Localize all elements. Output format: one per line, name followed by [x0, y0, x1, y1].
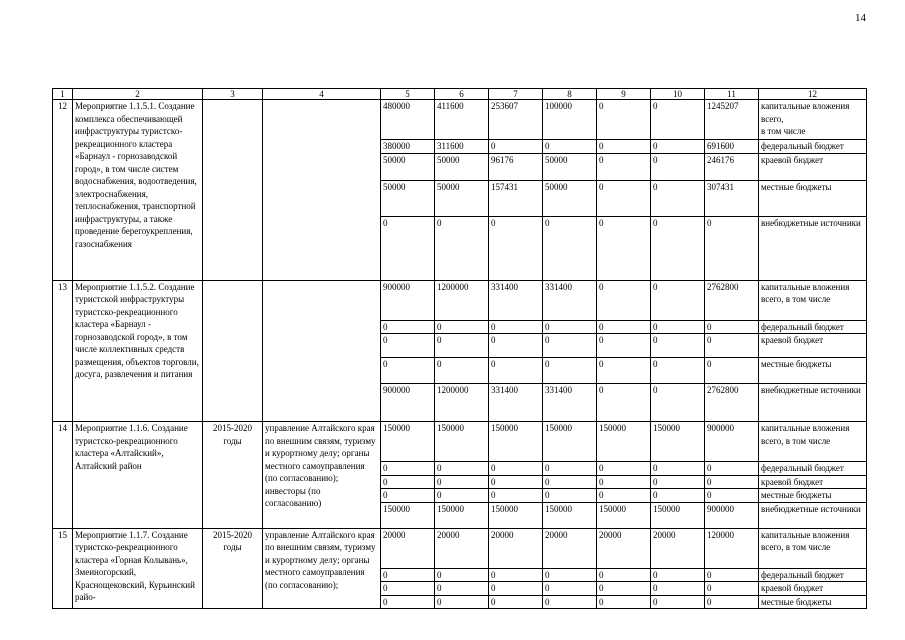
amount-cell: 0	[489, 582, 543, 596]
amount-cell: 0	[651, 140, 705, 154]
amount-cell: 0	[597, 582, 651, 596]
funding-source: местные бюджеты	[759, 595, 867, 609]
funding-source: федеральный бюджет	[759, 462, 867, 476]
amount-cell: 0	[381, 462, 435, 476]
amount-cell: 0	[651, 320, 705, 334]
amount-cell: 331400	[543, 384, 597, 422]
amount-cell: 480000	[381, 100, 435, 140]
amount-cell: 0	[597, 100, 651, 140]
amount-cell: 0	[381, 489, 435, 503]
column-number-3: 3	[203, 89, 263, 100]
page-number: 14	[855, 12, 866, 24]
amount-cell: 0	[435, 582, 489, 596]
amount-cell: 0	[705, 568, 759, 582]
amount-cell: 0	[705, 462, 759, 476]
amount-cell: 0	[597, 216, 651, 280]
executor: управление Алтайского края по внешним связям, туризму и курортному делу; органы местного самоуправления (по согласованию);	[263, 528, 381, 609]
amount-cell: 331400	[489, 280, 543, 320]
amount-cell: 900000	[381, 384, 435, 422]
funding-source: федеральный бюджет	[759, 568, 867, 582]
row-number: 13	[53, 280, 73, 422]
amount-cell: 0	[543, 568, 597, 582]
amount-cell: 900000	[705, 502, 759, 528]
funding-source: краевой бюджет	[759, 475, 867, 489]
amount-cell: 331400	[543, 280, 597, 320]
amount-cell: 0	[705, 216, 759, 280]
amount-cell: 0	[705, 475, 759, 489]
amount-cell: 0	[597, 180, 651, 216]
amount-cell: 0	[489, 358, 543, 384]
amount-cell: 0	[435, 462, 489, 476]
funding-source: капитальные вложения всего, в том числе	[759, 100, 867, 140]
amount-cell: 0	[543, 475, 597, 489]
measure-name: Мероприятие 1.1.5.1. Создание комплекса обеспечивающей инфраструктуры туристско-рекреационного кластера «Барнаул - горнозаводской город», в том числе систем водоснабжения, водоотведения, электроснабжения, теплоснабжения, транспортной инфраструктуры, а также проведение берегоукрепления, газоснабжения	[73, 100, 203, 281]
amount-cell: 0	[489, 489, 543, 503]
column-number-7: 7	[489, 89, 543, 100]
amount-cell: 0	[651, 153, 705, 180]
funding-source: местные бюджеты	[759, 358, 867, 384]
funding-source: местные бюджеты	[759, 489, 867, 503]
column-number-1: 1	[53, 89, 73, 100]
funding-source: капитальные вложения всего, в том числе	[759, 280, 867, 320]
column-number-12: 12	[759, 89, 867, 100]
amount-cell: 150000	[651, 502, 705, 528]
table-row	[53, 280, 867, 320]
amount-cell: 20000	[381, 528, 435, 568]
amount-cell: 0	[705, 595, 759, 609]
amount-cell: 50000	[381, 153, 435, 180]
amount-cell: 0	[651, 180, 705, 216]
funding-source: федеральный бюджет	[759, 320, 867, 334]
amount-cell: 0	[597, 334, 651, 358]
amount-cell: 0	[597, 475, 651, 489]
amount-cell: 0	[489, 320, 543, 334]
amount-cell: 691600	[705, 140, 759, 154]
amount-cell: 0	[381, 358, 435, 384]
column-number-4: 4	[263, 89, 381, 100]
executor	[263, 100, 381, 281]
amount-cell: 0	[705, 320, 759, 334]
amount-cell: 150000	[381, 502, 435, 528]
amount-cell: 0	[651, 216, 705, 280]
amount-cell: 150000	[489, 502, 543, 528]
column-number-5: 5	[381, 89, 435, 100]
amount-cell: 150000	[597, 422, 651, 462]
amount-cell: 0	[435, 475, 489, 489]
column-number-row	[53, 89, 867, 100]
amount-cell: 0	[543, 140, 597, 154]
amount-cell: 0	[597, 462, 651, 476]
amount-cell: 0	[651, 100, 705, 140]
amount-cell: 0	[705, 582, 759, 596]
amount-cell: 0	[435, 595, 489, 609]
amount-cell: 0	[597, 358, 651, 384]
amount-cell: 0	[435, 320, 489, 334]
amount-cell: 0	[543, 582, 597, 596]
amount-cell: 0	[651, 475, 705, 489]
amount-cell: 0	[489, 475, 543, 489]
amount-cell: 0	[705, 489, 759, 503]
amount-cell: 900000	[381, 280, 435, 320]
amount-cell: 20000	[651, 528, 705, 568]
amount-cell: 50000	[543, 180, 597, 216]
amount-cell: 0	[597, 320, 651, 334]
amount-cell: 0	[489, 140, 543, 154]
amount-cell: 253607	[489, 100, 543, 140]
funding-source: капитальные вложения всего, в том числе	[759, 528, 867, 568]
amount-cell: 0	[543, 216, 597, 280]
funding-source: внебюджетные источники	[759, 502, 867, 528]
amount-cell: 0	[543, 462, 597, 476]
amount-cell: 311600	[435, 140, 489, 154]
amount-cell: 2762800	[705, 280, 759, 320]
amount-cell: 0	[543, 489, 597, 503]
amount-cell: 0	[651, 334, 705, 358]
amount-cell: 1200000	[435, 384, 489, 422]
amount-cell: 100000	[543, 100, 597, 140]
amount-cell: 0	[651, 489, 705, 503]
amount-cell: 50000	[381, 180, 435, 216]
amount-cell: 0	[543, 358, 597, 384]
amount-cell: 120000	[705, 528, 759, 568]
amount-cell: 150000	[435, 502, 489, 528]
column-number-10: 10	[651, 89, 705, 100]
funding-source: федеральный бюджет	[759, 140, 867, 154]
amount-cell: 0	[597, 595, 651, 609]
amount-cell: 150000	[489, 422, 543, 462]
amount-cell: 0	[381, 582, 435, 596]
amount-cell: 150000	[597, 502, 651, 528]
funding-source: внебюджетные источники	[759, 216, 867, 280]
amount-cell: 0	[651, 280, 705, 320]
amount-cell: 331400	[489, 384, 543, 422]
table-row	[53, 528, 867, 568]
amount-cell: 20000	[489, 528, 543, 568]
amount-cell: 20000	[435, 528, 489, 568]
amount-cell: 0	[543, 595, 597, 609]
amount-cell: 0	[597, 140, 651, 154]
amount-cell: 157431	[489, 180, 543, 216]
amount-cell: 0	[381, 475, 435, 489]
amount-cell: 0	[651, 358, 705, 384]
table-row	[53, 100, 867, 140]
amount-cell: 307431	[705, 180, 759, 216]
amount-cell: 1200000	[435, 280, 489, 320]
measure-name: Мероприятие 1.1.7. Создание туристско-рекреационного кластера «Горная Колывань», Змеиногорский, Краснощековский, Курьинский райо-	[73, 528, 203, 609]
amount-cell: 0	[489, 334, 543, 358]
amount-cell: 150000	[543, 422, 597, 462]
amount-cell: 246176	[705, 153, 759, 180]
funding-source: краевой бюджет	[759, 334, 867, 358]
amount-cell: 50000	[543, 153, 597, 180]
amount-cell: 0	[435, 568, 489, 582]
column-number-11: 11	[705, 89, 759, 100]
amount-cell: 50000	[435, 180, 489, 216]
measure-name: Мероприятие 1.1.6. Создание туристско-рекреационного кластера «Алтайский», Алтайский район	[73, 422, 203, 529]
column-number-6: 6	[435, 89, 489, 100]
amount-cell: 20000	[543, 528, 597, 568]
amount-cell: 0	[597, 568, 651, 582]
amount-cell: 150000	[381, 422, 435, 462]
column-number-8: 8	[543, 89, 597, 100]
amount-cell: 0	[489, 462, 543, 476]
amount-cell: 0	[705, 334, 759, 358]
row-number: 12	[53, 100, 73, 281]
amount-cell: 0	[489, 595, 543, 609]
amount-cell: 0	[651, 462, 705, 476]
amount-cell: 2762800	[705, 384, 759, 422]
years: 2015-2020 годы	[203, 422, 263, 529]
executor: управление Алтайского края по внешним связям, туризму и курортному делу; органы местного самоуправления (по согласованию); инвесторы (по согласованию)	[263, 422, 381, 529]
amount-cell: 0	[651, 568, 705, 582]
amount-cell: 96176	[489, 153, 543, 180]
years: 2015-2020 годы	[203, 528, 263, 609]
amount-cell: 380000	[381, 140, 435, 154]
table-row	[53, 422, 867, 462]
funding-source: краевой бюджет	[759, 153, 867, 180]
amount-cell: 0	[543, 320, 597, 334]
amount-cell: 0	[543, 334, 597, 358]
amount-cell: 0	[705, 358, 759, 384]
row-number: 14	[53, 422, 73, 529]
amount-cell: 0	[489, 568, 543, 582]
amount-cell: 0	[651, 582, 705, 596]
amount-cell: 50000	[435, 153, 489, 180]
funding-source: внебюджетные источники	[759, 384, 867, 422]
amount-cell: 0	[381, 320, 435, 334]
measure-name: Мероприятие 1.1.5.2. Создание туристской инфраструктуры туристско-рекреационного кластера «Барнаул - горнозаводской город», в том числе коллективных средств размещения, объектов торговли, досуга, развлечения и питания	[73, 280, 203, 422]
amount-cell: 0	[651, 595, 705, 609]
funding-source: краевой бюджет	[759, 582, 867, 596]
funding-source: местные бюджеты	[759, 180, 867, 216]
amount-cell: 0	[435, 334, 489, 358]
amount-cell: 900000	[705, 422, 759, 462]
amount-cell: 0	[651, 384, 705, 422]
amount-cell: 0	[597, 280, 651, 320]
amount-cell: 0	[435, 489, 489, 503]
amount-cell: 0	[597, 384, 651, 422]
amount-cell: 411600	[435, 100, 489, 140]
amount-cell: 0	[381, 216, 435, 280]
amount-cell: 0	[489, 216, 543, 280]
column-number-2: 2	[73, 89, 203, 100]
amount-cell: 0	[435, 358, 489, 384]
amount-cell: 0	[597, 153, 651, 180]
amount-cell: 0	[381, 568, 435, 582]
column-number-9: 9	[597, 89, 651, 100]
amount-cell: 1245207	[705, 100, 759, 140]
amount-cell: 150000	[543, 502, 597, 528]
amount-cell: 0	[381, 595, 435, 609]
budget-table	[52, 88, 867, 609]
funding-source: капитальные вложения всего, в том числе	[759, 422, 867, 462]
amount-cell: 0	[435, 216, 489, 280]
amount-cell: 150000	[435, 422, 489, 462]
amount-cell: 20000	[597, 528, 651, 568]
years	[203, 100, 263, 281]
row-number: 15	[53, 528, 73, 609]
amount-cell: 0	[381, 334, 435, 358]
years	[203, 280, 263, 422]
amount-cell: 150000	[651, 422, 705, 462]
executor	[263, 280, 381, 422]
amount-cell: 0	[597, 489, 651, 503]
